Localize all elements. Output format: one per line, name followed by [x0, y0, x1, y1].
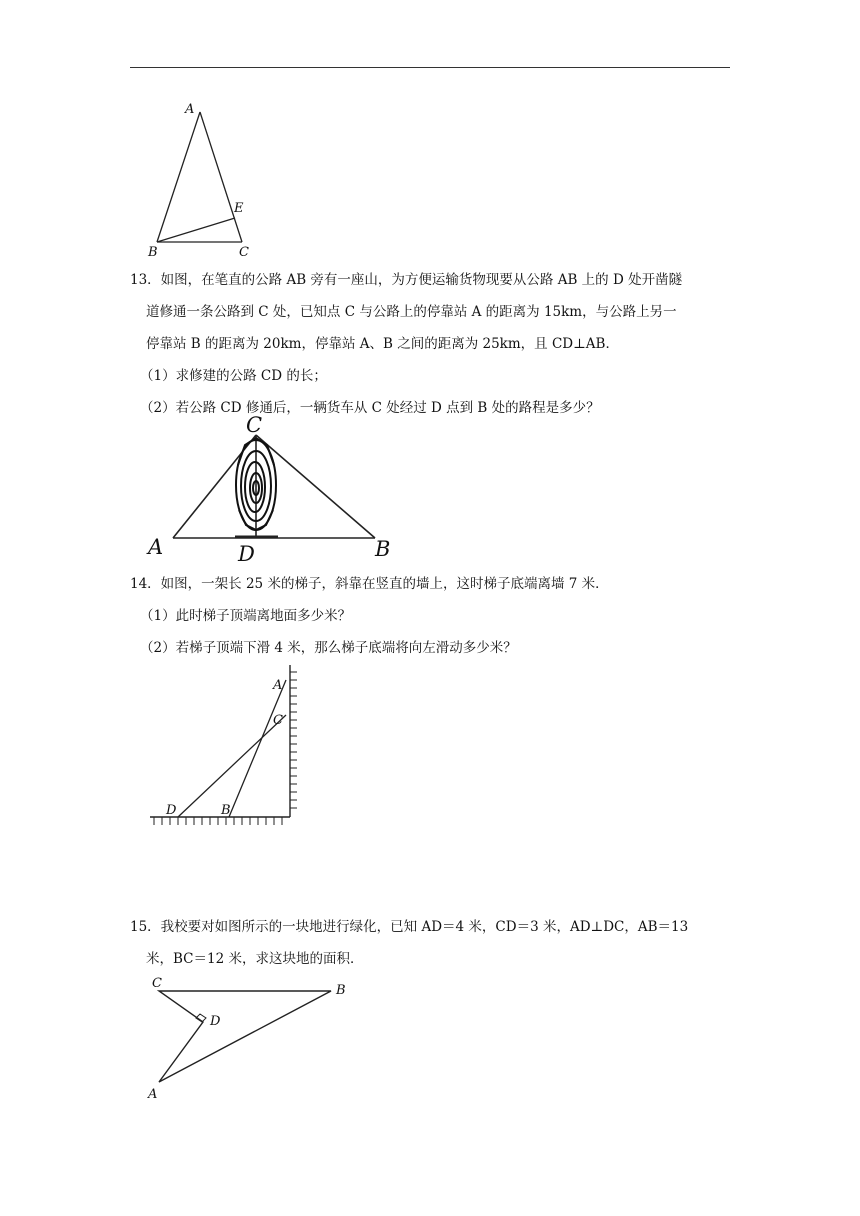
problem-13-question-2: （2）若公路 CD 修通后，一辆货车从 C 处经过 D 点到 B 处的路程是多少？	[140, 400, 600, 416]
ladder-wall-figure	[140, 660, 310, 835]
label-b: B	[375, 537, 391, 561]
problem-13	[130, 264, 730, 424]
label-e: E	[234, 201, 244, 216]
label-d: D	[210, 1014, 221, 1029]
road-mountain-figure	[140, 410, 410, 570]
problem-13-line-2: 道修通一条公路到 C 处，已知点 C 与公路上的停靠站 A 的距离为 15km，与公路上另一	[146, 304, 677, 320]
label-b: B	[221, 803, 231, 818]
label-a: A	[148, 535, 164, 559]
problem-15-line-2: 米，BC＝12 米，求这块地的面积．	[146, 951, 364, 967]
label-a: A	[273, 678, 283, 693]
problem-15	[130, 911, 730, 975]
problem-14-line-1: 14．如图，一架长 25 米的梯子，斜靠在竖直的墙上，这时梯子底端离墙 7 米．	[130, 576, 609, 592]
label-c: C	[246, 413, 263, 437]
problem-13-question-1: （1）求修建的公路 CD 的长；	[140, 368, 327, 384]
problem-13-line-3: 停靠站 B 的距离为 20km，停靠站 A、B 之间的距离为 25km，且 CD⊥AB．	[146, 336, 619, 352]
label-c: C	[273, 713, 283, 728]
label-c: C	[239, 245, 249, 260]
problem-15-line-1: 15．我校要对如图所示的一块地进行绿化，已知 AD＝4 米，CD＝3 米，AD⊥DC，AB＝13	[130, 919, 689, 935]
header-rule	[130, 67, 730, 68]
label-b: B	[336, 983, 346, 998]
label-a: A	[185, 102, 195, 117]
label-a: A	[148, 1087, 158, 1102]
quadrilateral-figure	[140, 970, 360, 1105]
problem-13-line-1: 13．如图，在笔直的公路 AB 旁有一座山，为方便运输货物现要从公路 AB 上的 D 处开凿隧	[130, 272, 683, 288]
label-d: D	[166, 803, 177, 818]
problem-14-question-2: （2）若梯子顶端下滑 4 米，那么梯子底端将向左滑动多少米？	[140, 640, 517, 656]
label-c: C	[152, 976, 162, 991]
triangle-abc-figure	[140, 95, 270, 265]
label-b: B	[148, 245, 158, 260]
problem-14-question-1: （1）此时梯子顶端离地面多少米？	[140, 608, 352, 624]
label-d: D	[238, 542, 255, 566]
problem-14	[130, 568, 730, 664]
